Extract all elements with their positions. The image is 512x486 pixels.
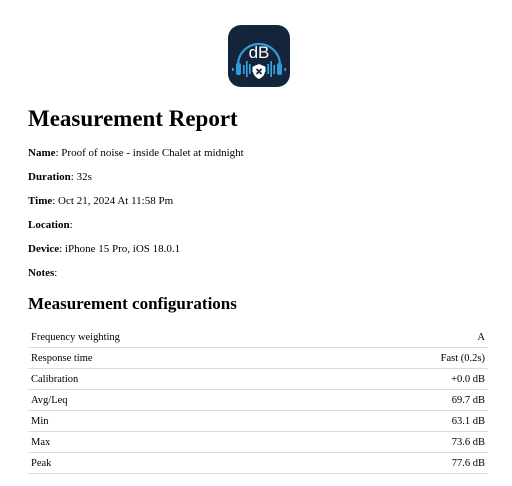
field-label: Time [28, 195, 53, 207]
field-label: Name [28, 147, 56, 159]
table-row [28, 411, 488, 432]
field-label: Device [28, 243, 60, 255]
config-name: Calibration [28, 369, 329, 390]
config-name: Min [28, 411, 329, 432]
table-row [28, 369, 488, 390]
config-value: 69.7 dB [329, 390, 488, 411]
config-value: 63.1 dB [329, 411, 488, 432]
table-row [28, 327, 488, 348]
config-name: Avg/Leq [28, 390, 329, 411]
config-name: Frequency weighting [28, 327, 329, 348]
field-notes [28, 266, 57, 280]
field-label: Notes [28, 267, 55, 279]
config-value: +0.0 dB [329, 369, 488, 390]
field-time [28, 194, 173, 208]
field-name [28, 146, 244, 160]
config-value: 73.6 dB [329, 432, 488, 453]
field-label: Duration [28, 171, 71, 183]
table-row [28, 348, 488, 369]
table-row [28, 390, 488, 411]
app-logo [228, 25, 290, 87]
config-name: Peak [28, 453, 329, 474]
config-name: Response time [28, 348, 329, 369]
table-row [28, 453, 488, 474]
field-value: : Proof of noise - inside Chalet at midnight [55, 147, 244, 159]
field-value: : iPhone 15 Pro, iOS 18.0.1 [59, 243, 181, 255]
field-label: Location [28, 219, 70, 231]
page-title: Measurement Report [28, 106, 238, 131]
field-value: : 32s [70, 171, 92, 183]
field-device [28, 242, 180, 256]
configurations-table [28, 327, 488, 474]
config-name: Max [28, 432, 329, 453]
field-value: : [69, 219, 73, 231]
field-location [28, 218, 73, 232]
table-row [28, 432, 488, 453]
field-duration [28, 170, 92, 184]
decibel-headphones-icon [228, 25, 290, 87]
section-title-configurations: Measurement configurations [28, 294, 237, 313]
config-value: Fast (0.2s) [329, 348, 488, 369]
field-value: : Oct 21, 2024 At 11:58 Pm [52, 195, 174, 207]
field-value: : [54, 267, 58, 279]
config-value: A [329, 327, 488, 348]
logo-text: dB [248, 43, 270, 62]
config-value: 77.6 dB [329, 453, 488, 474]
